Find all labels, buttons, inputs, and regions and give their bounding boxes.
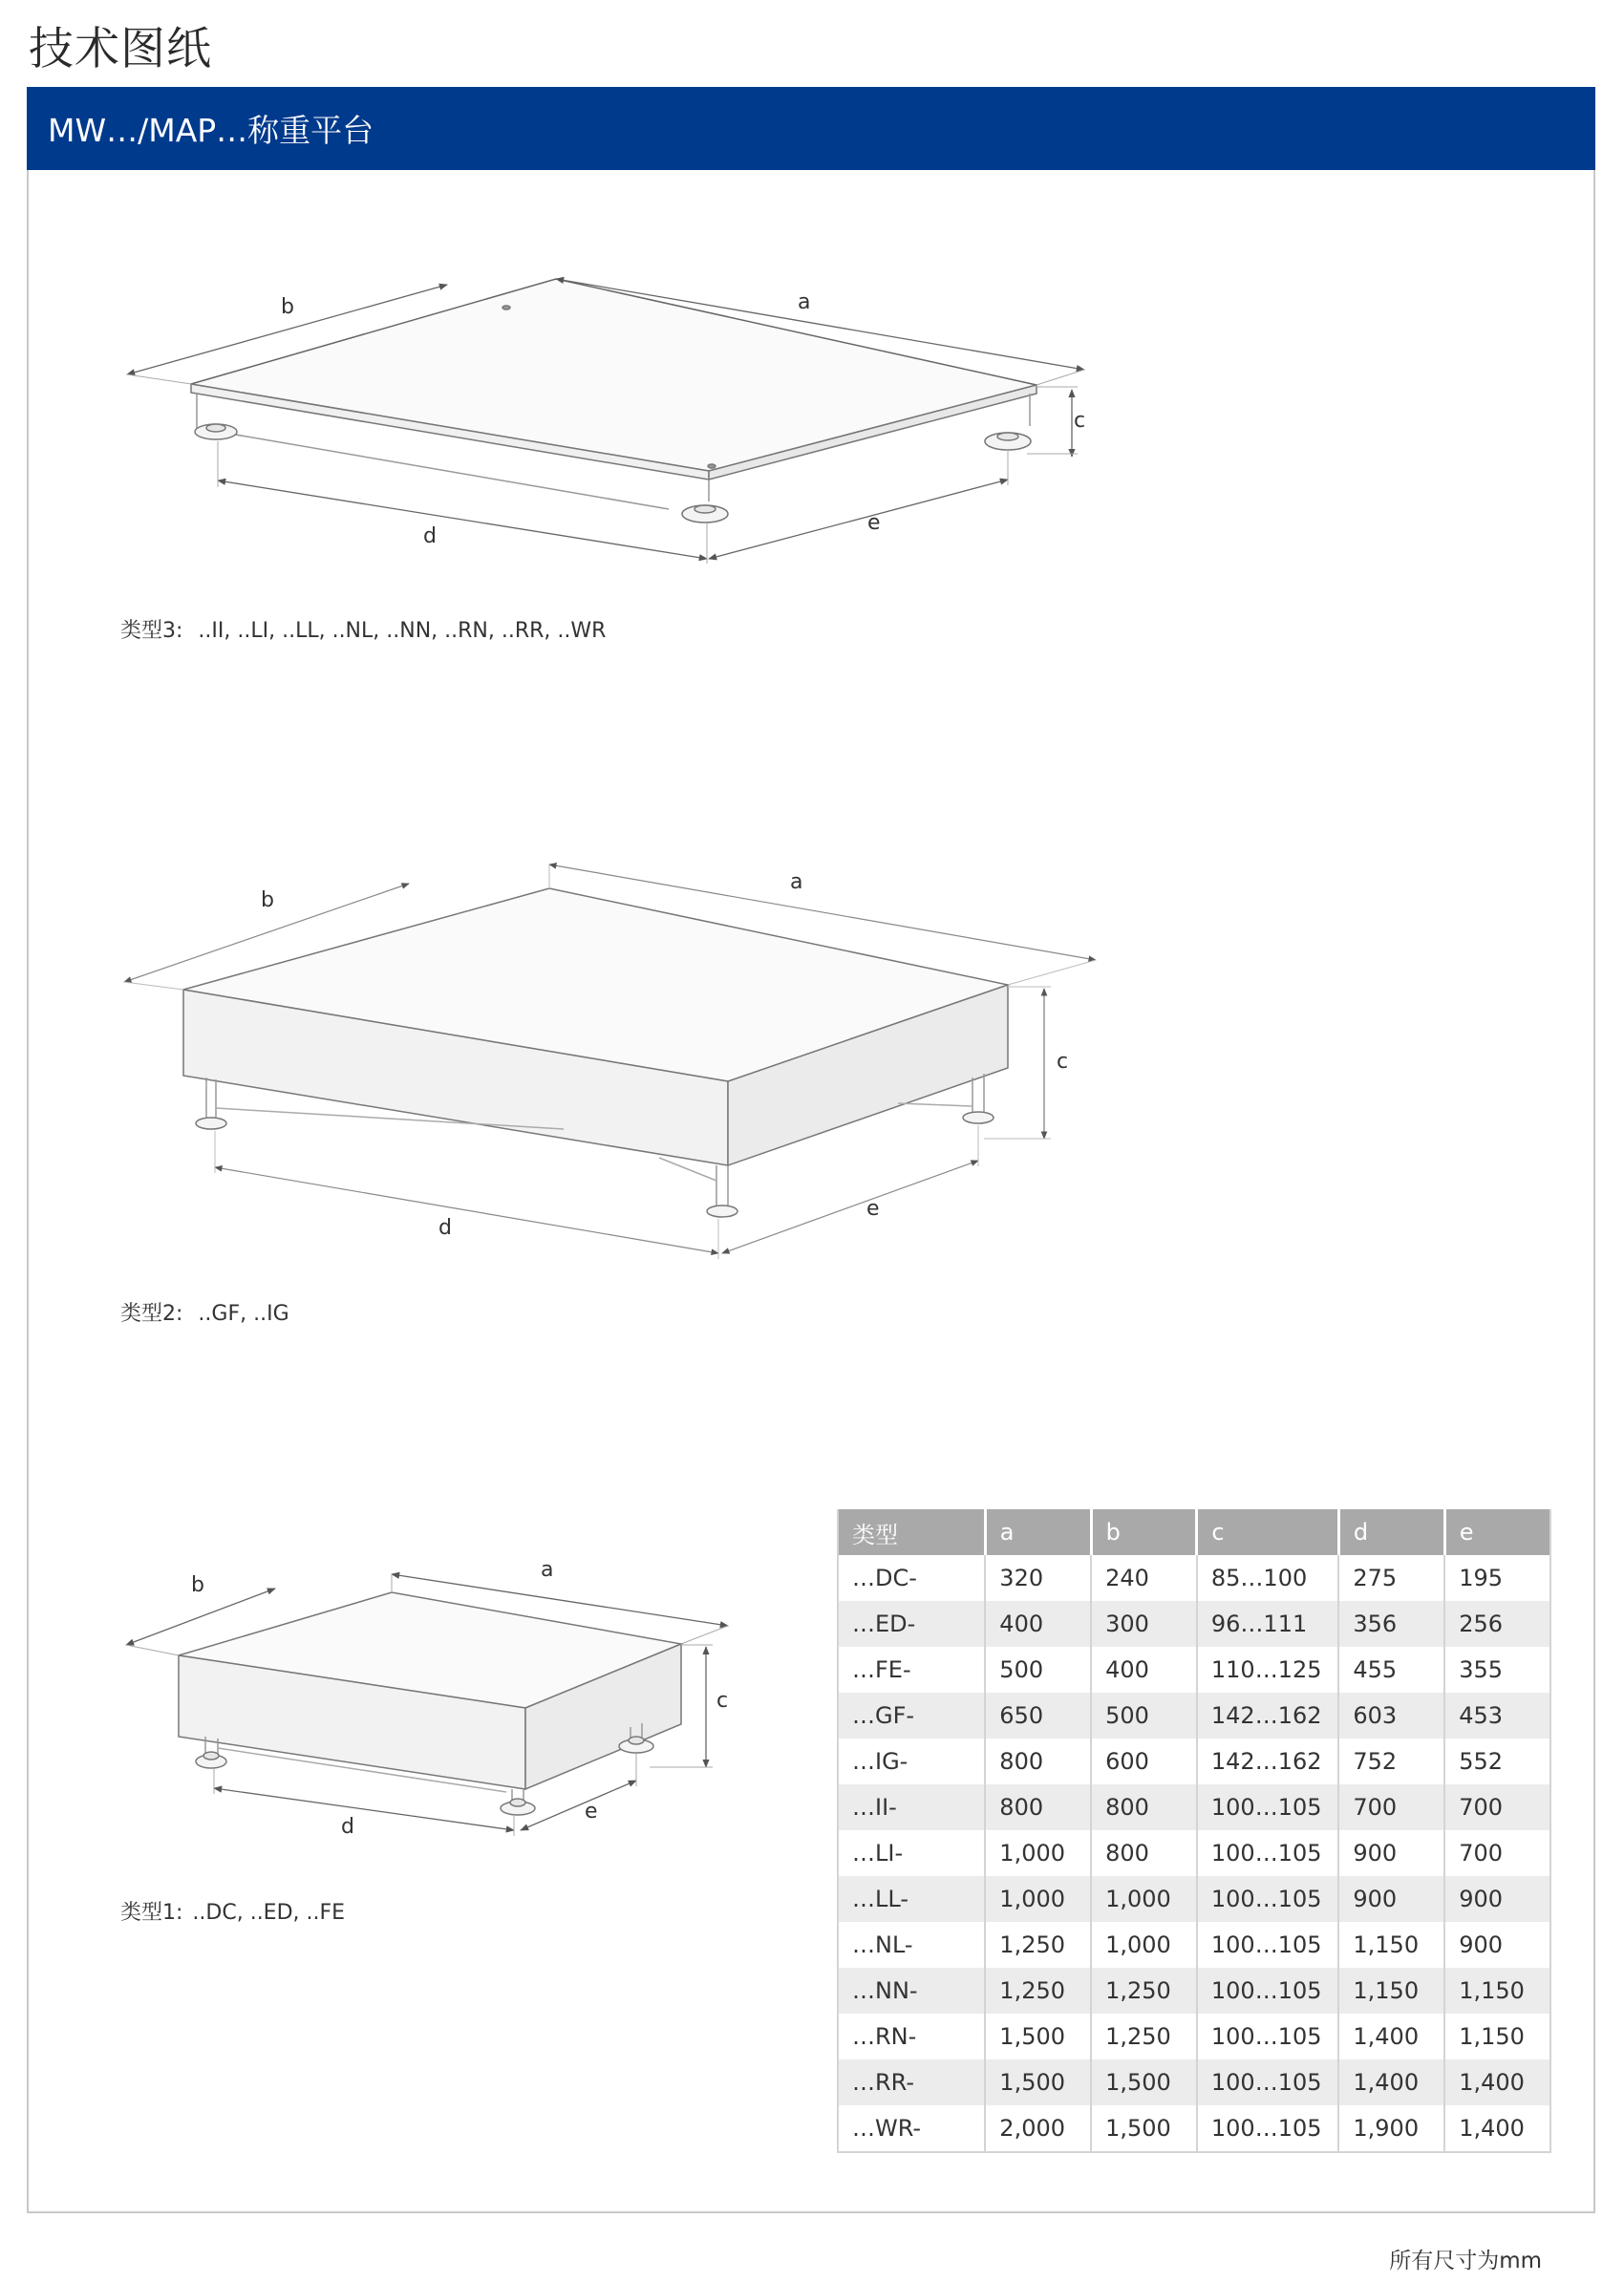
dim-label-e: e	[867, 511, 881, 535]
dim-label-d: d	[438, 1216, 452, 1240]
foot	[997, 433, 1018, 440]
table-cell: 1,400	[1444, 2105, 1550, 2152]
table-cell-type: …NL-	[838, 1922, 985, 1968]
dim-label-c: c	[1074, 409, 1086, 433]
table-cell: 800	[1091, 1784, 1197, 1830]
dim-line-d	[218, 480, 707, 559]
table-row	[838, 2105, 1550, 2152]
table-cell: 1,500	[1091, 2105, 1197, 2152]
table-row	[838, 1555, 1550, 1601]
dim-line-e	[709, 480, 1008, 559]
table-cell: 1,000	[985, 1830, 1091, 1876]
table-cell: 1,000	[1091, 1922, 1197, 1968]
drawing-type1	[126, 1574, 728, 1836]
table-cell: 1,500	[985, 2059, 1091, 2105]
table-cell: 752	[1338, 1739, 1444, 1784]
dim-label-a: a	[541, 1558, 554, 1582]
table-cell: 800	[1091, 1830, 1197, 1876]
table-cell-type: …II-	[838, 1784, 985, 1830]
table-cell: 1,400	[1338, 2014, 1444, 2059]
table-cell: 1,000	[1091, 1876, 1197, 1922]
table-cell: 700	[1459, 1840, 1503, 1867]
table-cell: 1,900	[1338, 2105, 1444, 2152]
table-row	[838, 1647, 1550, 1693]
table-cell: 400	[985, 1601, 1091, 1647]
table-cell-type: …FE-	[838, 1647, 985, 1693]
table-cell: 600	[1091, 1739, 1197, 1784]
header-a: a	[985, 1509, 1091, 1555]
table-cell: 800	[985, 1784, 1091, 1830]
table-cell: 96…111	[1197, 1601, 1339, 1647]
table-cell: 900	[1338, 1830, 1444, 1876]
caption-models: ..GF, ..IG	[198, 1302, 289, 1326]
table-cell: 355	[1459, 1656, 1503, 1683]
table-cell-type: …ED-	[838, 1601, 985, 1647]
table-cell: 800	[985, 1739, 1091, 1784]
platform-top-face	[191, 279, 1036, 471]
table-cell: 142…162	[1197, 1693, 1339, 1739]
caption-models: ..II, ..LI, ..LL, ..NL, ..NN, ..RN, ..RR, ..WR	[198, 619, 607, 643]
table-cell-type: …DC-	[838, 1555, 985, 1601]
caption-type1	[120, 1896, 345, 1926]
dim-label-e: e	[866, 1197, 880, 1221]
caption-type2	[120, 1297, 289, 1327]
dim-label-d: d	[423, 524, 437, 548]
dim-line-e	[722, 1161, 978, 1253]
header-d: d	[1338, 1509, 1444, 1555]
header-c: c	[1197, 1509, 1339, 1555]
table-cell-type: …LI-	[838, 1830, 985, 1876]
foot	[963, 1112, 994, 1123]
table-cell: 1,250	[985, 1968, 1091, 2014]
table-cell: 100…105	[1197, 2105, 1339, 2152]
dim-label-b: b	[261, 888, 274, 912]
caption-label: 类型2:	[120, 1302, 183, 1326]
table-cell: 700	[1444, 1784, 1550, 1830]
table-cell: 195	[1459, 1565, 1503, 1591]
table-row	[838, 2059, 1550, 2105]
table-cell: 900	[1338, 1876, 1444, 1922]
dim-label-b: b	[191, 1573, 204, 1597]
table-header-row	[838, 1509, 1550, 1555]
table-cell: 100…105	[1197, 1784, 1339, 1830]
dimension-table	[837, 1509, 1551, 2153]
caption-models: ..DC, ..ED, ..FE	[192, 1901, 346, 1925]
table-row	[838, 1693, 1550, 1739]
dim-label-e: e	[585, 1800, 598, 1824]
table-cell: 100…105	[1197, 1876, 1339, 1922]
foot	[510, 1799, 525, 1806]
table-cell: 142…162	[1197, 1739, 1339, 1784]
foot	[694, 505, 716, 513]
header-e: e	[1444, 1509, 1550, 1555]
table-row	[838, 1601, 1550, 1647]
dim-label-c: c	[716, 1689, 729, 1713]
drawing-type2	[124, 864, 1096, 1259]
table-cell-type: …RN-	[838, 2014, 985, 2059]
dim-line-d	[214, 1788, 514, 1830]
banner-title: MW…/MAP…称重平台	[48, 112, 374, 149]
table-cell: 1,150	[1338, 1968, 1444, 2014]
table-row	[838, 1876, 1550, 1922]
foot	[707, 1206, 737, 1217]
table-cell: 1,150	[1338, 1922, 1444, 1968]
table-cell: 1,400	[1444, 2059, 1550, 2105]
dim-line-e	[521, 1781, 636, 1830]
table-cell: 1,000	[985, 1876, 1091, 1922]
table-cell: 1,500	[985, 2014, 1091, 2059]
foot	[203, 1752, 219, 1760]
footer-note: 所有尺寸为mm	[1389, 2249, 1542, 2273]
table-cell-type: …RR-	[838, 2059, 985, 2105]
table-cell-type: …IG-	[838, 1739, 985, 1784]
dim-line-d	[215, 1167, 718, 1253]
table-cell: 500	[985, 1647, 1091, 1693]
drawing-type3	[127, 279, 1084, 564]
table-row	[838, 2014, 1550, 2059]
table-row	[838, 1922, 1550, 1968]
table-cell-type: …NN-	[838, 1968, 985, 2014]
table-cell: 240	[1091, 1555, 1197, 1601]
dim-label-d: d	[341, 1815, 354, 1839]
table-row	[838, 1968, 1550, 2014]
table-cell: 2,000	[985, 2105, 1091, 2152]
caption-label: 类型1:	[120, 1901, 183, 1925]
table-cell: 1,250	[1091, 2014, 1197, 2059]
table-cell-type: …GF-	[838, 1693, 985, 1739]
table-cell: 110…125	[1197, 1647, 1339, 1693]
table-cell: 300	[1091, 1601, 1197, 1647]
table-cell: 100…105	[1197, 1830, 1339, 1876]
table-cell: 455	[1338, 1647, 1444, 1693]
table-cell: 100…105	[1197, 1968, 1339, 2014]
table-cell: 320	[985, 1555, 1091, 1601]
table-cell-type: …WR-	[838, 2105, 985, 2152]
table-cell: 275	[1338, 1555, 1444, 1601]
table-cell: 1,250	[985, 1922, 1091, 1968]
table-cell: 256	[1444, 1601, 1550, 1647]
table-row	[838, 1830, 1550, 1876]
dim-label-a: a	[790, 870, 803, 894]
header-type: 类型	[838, 1509, 985, 1555]
caption-label: 类型3:	[120, 619, 183, 643]
table-cell: 552	[1459, 1748, 1503, 1775]
table-cell: 100…105	[1197, 2059, 1339, 2105]
table-cell: 100…105	[1197, 2014, 1339, 2059]
foot	[629, 1737, 644, 1744]
table-cell: 650	[985, 1693, 1091, 1739]
table-cell: 1,400	[1338, 2059, 1444, 2105]
caption-type3	[120, 614, 606, 644]
table-row	[838, 1739, 1550, 1784]
page-title: 技术图纸	[29, 23, 212, 75]
header-b: b	[1091, 1509, 1197, 1555]
table-cell: 100…105	[1197, 1922, 1339, 1968]
dim-label-c: c	[1057, 1050, 1069, 1074]
table-cell: 1,250	[1091, 1968, 1197, 2014]
table-cell: 1,500	[1091, 2059, 1197, 2105]
table-cell: 700	[1338, 1784, 1444, 1830]
table-cell: 85…100	[1197, 1555, 1339, 1601]
table-cell: 900	[1444, 1876, 1550, 1922]
foot	[196, 1118, 226, 1129]
table-cell: 603	[1338, 1693, 1444, 1739]
table-cell: 500	[1091, 1693, 1197, 1739]
foot	[206, 424, 225, 432]
table-cell-type: …LL-	[838, 1876, 985, 1922]
table-cell: 453	[1444, 1693, 1550, 1739]
table-row	[838, 1784, 1550, 1830]
table-cell: 1,150	[1444, 1968, 1550, 2014]
table-cell: 356	[1338, 1601, 1444, 1647]
dim-label-a: a	[798, 290, 811, 314]
table-cell: 1,150	[1459, 2023, 1525, 2050]
table-cell: 400	[1091, 1647, 1197, 1693]
dim-label-b: b	[281, 295, 294, 319]
table-cell: 900	[1459, 1931, 1503, 1958]
